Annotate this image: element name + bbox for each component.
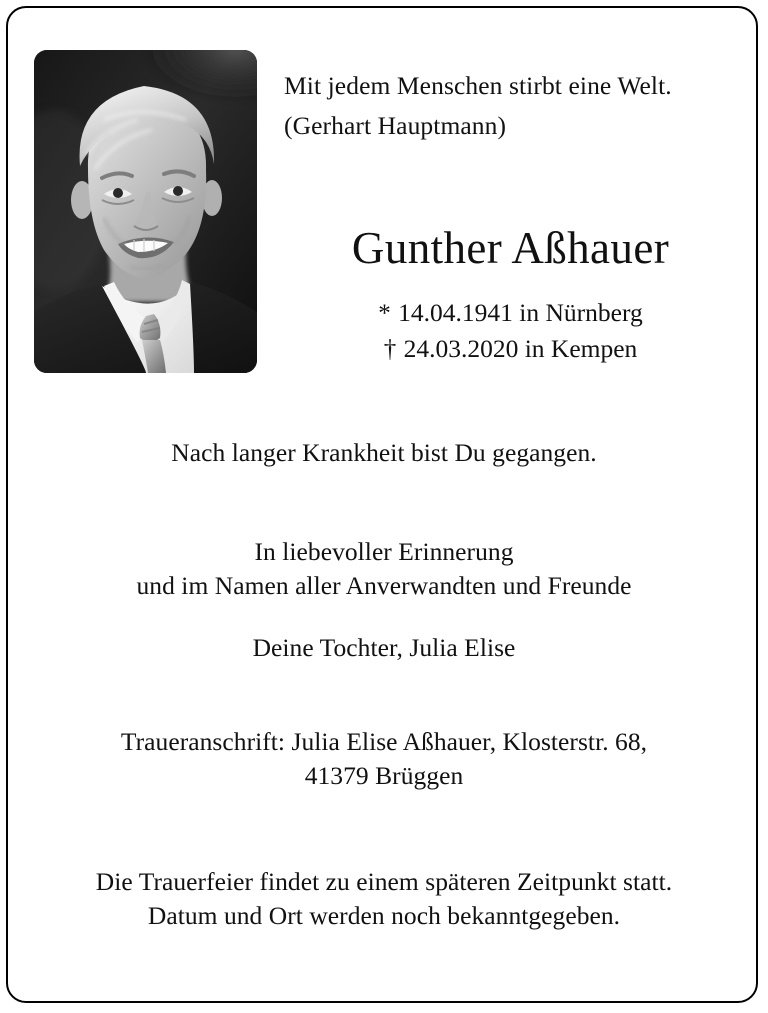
life-dates <box>278 295 743 367</box>
death-line <box>278 331 743 367</box>
memorial-quote <box>284 66 754 146</box>
memory-paragraph <box>8 535 758 603</box>
ceremony-paragraph <box>8 865 758 933</box>
address-line-1: Traueranschrift: Julia Elise Aßhauer, Klosterstr. 68, <box>120 727 648 756</box>
signature-paragraph <box>8 631 758 665</box>
quote-line-2: (Gerhart Hauptmann) <box>284 111 507 140</box>
heading-column <box>278 8 758 380</box>
address-paragraph <box>8 725 758 793</box>
illness-paragraph <box>8 436 758 470</box>
memory-line-2: und im Namen aller Anverwandten und Freunde <box>136 571 632 600</box>
ceremony-line-2: Datum und Ort werden noch bekanntgegeben. <box>147 901 621 930</box>
address-line-2: 41379 Brüggen <box>304 761 464 790</box>
obituary-card <box>6 6 758 1003</box>
birth-text: 14.04.1941 in Nürnberg <box>398 298 643 327</box>
portrait-photo <box>34 50 257 373</box>
death-text: 24.03.2020 in Kempen <box>403 334 638 363</box>
birth-star-icon: * <box>378 300 391 327</box>
quote-line-1: Mit jedem Menschen stirbt eine Welt. <box>284 71 672 100</box>
death-cross-icon: † <box>383 336 397 363</box>
illness-line: Nach langer Krankheit bist Du gegangen. <box>171 438 597 467</box>
memory-line-1: In liebevoller Erinnerung <box>254 537 514 566</box>
deceased-name: Gunther Aßhauer <box>351 223 670 273</box>
signature-line: Deine Tochter, Julia Elise <box>252 633 516 662</box>
birth-line <box>278 295 743 331</box>
ceremony-line-1: Die Trauerfeier findet zu einem späteren Zeitpunkt statt. <box>95 867 673 896</box>
obituary-header-region <box>8 8 758 380</box>
